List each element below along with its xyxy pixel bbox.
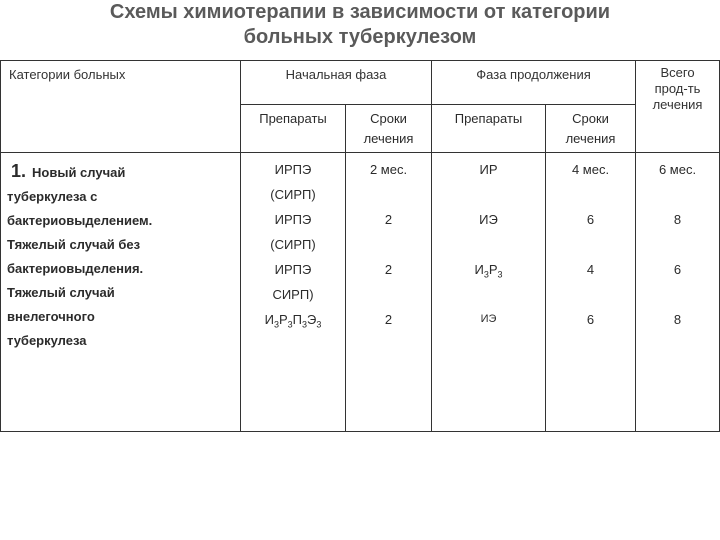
cont-duration: 4 [586, 262, 595, 277]
subheader-initial-duration: Сроки лечения [346, 105, 432, 153]
total-duration-cell [636, 153, 720, 432]
header-category: Категории больных [1, 61, 241, 153]
cont-drug: $И_3Р_3$ [474, 262, 503, 280]
total-duration: 8 [673, 312, 682, 327]
slide-title [0, 0, 720, 60]
total-duration: 6 [673, 262, 682, 277]
total-duration: 8 [673, 212, 682, 227]
subheader-cont-duration: Сроки лечения [546, 105, 636, 153]
cont-drug: ИЭ [479, 212, 498, 227]
title-line-1: Схемы химиотерапии в зависимости от категории [109, 1, 611, 23]
cont-drug: ИР [479, 162, 498, 177]
cont-drug: ИЭ [480, 313, 497, 325]
chemotherapy-table [0, 60, 720, 432]
initial-drug: ИРПЭ [274, 212, 312, 227]
initial-drug: $И_3Р_3П_3Э_3$ [264, 312, 322, 330]
category-line-6: Тяжелый случай [7, 285, 115, 300]
header-continuation-phase: Фаза продолжения [432, 61, 636, 105]
initial-duration: 2 мес. [369, 162, 408, 177]
initial-drug: (СИРП) [270, 237, 316, 252]
subheader-cont-drugs: Препараты [432, 105, 546, 153]
category-line-2: туберкулеза с [7, 189, 98, 204]
initial-duration-cell [346, 153, 432, 432]
initial-drug: СИРП) [272, 287, 314, 302]
cont-duration: 4 мес. [571, 162, 610, 177]
cont-duration-cell [546, 153, 636, 432]
initial-duration: 2 [384, 212, 393, 227]
title-line-2: больных туберкулезом [243, 26, 477, 48]
cont-duration: 6 [586, 312, 595, 327]
category-line-8: туберкулеза [7, 333, 87, 348]
cont-drugs-cell [432, 153, 546, 432]
category-line-1: 1. Новый случай [11, 161, 126, 181]
category-line-5: бактериовыделения. [7, 261, 144, 276]
header-initial-phase: Начальная фаза [241, 61, 432, 105]
initial-drugs-cell [241, 153, 346, 432]
category-line-3: бактериовыделением. [7, 213, 153, 228]
initial-duration: 2 [384, 262, 393, 277]
subheader-initial-drugs: Препараты [241, 105, 346, 153]
initial-drug: ИРПЭ [274, 262, 312, 277]
category-cell [1, 153, 241, 432]
initial-duration: 2 [384, 312, 393, 327]
total-duration: 6 мес. [658, 162, 697, 177]
category-line-7: внелегочного [7, 309, 95, 324]
cont-duration: 6 [586, 212, 595, 227]
initial-drug: ИРПЭ [274, 162, 312, 177]
category-line-4: Тяжелый случай без [7, 237, 141, 252]
initial-drug: (СИРП) [270, 187, 316, 202]
header-total-duration: Всего прод-ть лечения [636, 61, 720, 153]
category-number: 1. [11, 161, 27, 181]
